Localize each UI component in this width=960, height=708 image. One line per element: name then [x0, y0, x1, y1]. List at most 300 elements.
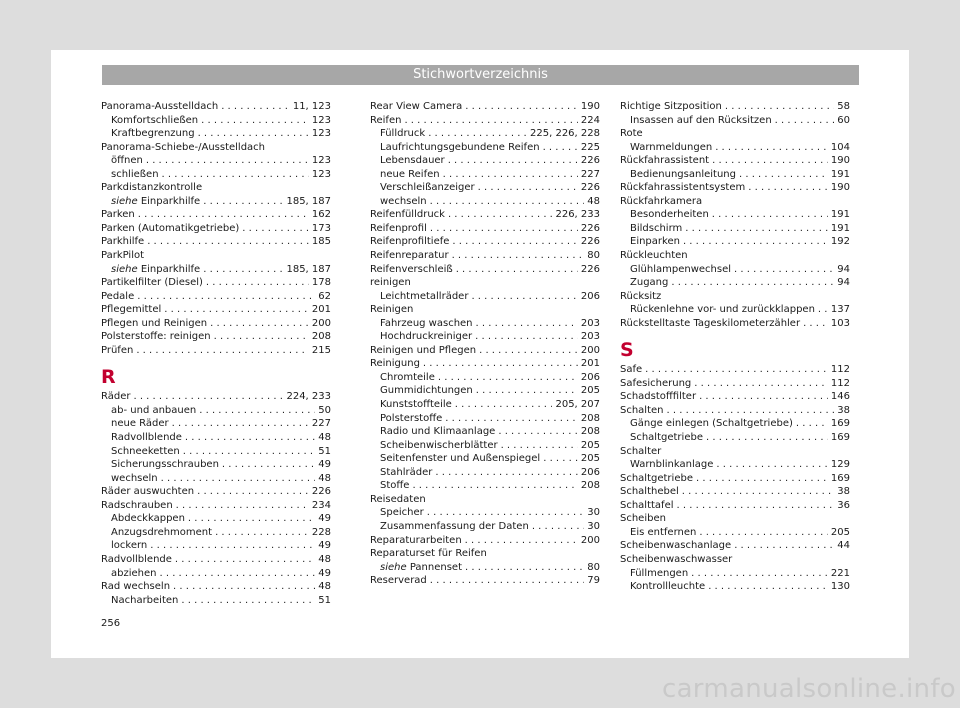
entry-text: Bildschirm [630, 222, 683, 234]
entry-text: Kraftbegrenzung [111, 128, 195, 140]
dot-leader [210, 317, 309, 331]
index-entry [101, 499, 331, 513]
entry-label [620, 181, 745, 195]
entry-text: Reifenprofiltiefe [370, 236, 450, 248]
section-title: Stichwortverzeichnis [413, 67, 548, 82]
dot-leader [172, 417, 309, 431]
entry-text: Safe [620, 364, 643, 376]
entry-label [111, 594, 178, 608]
dot-leader [671, 276, 834, 290]
entry-label [630, 580, 705, 594]
entry-text: Rückfahrassistentsystem [620, 182, 746, 194]
index-column-3 [620, 100, 850, 594]
entry-page: 48 [318, 472, 331, 484]
entry-text: Pannenset [409, 561, 462, 573]
entry-label [380, 452, 540, 466]
entry-page: 226 [580, 155, 600, 167]
entry-text: Rote [620, 128, 643, 140]
entry-text: Reifenfülldruck [370, 209, 445, 221]
dot-leader [162, 168, 309, 182]
entry-page: 169 [830, 418, 850, 430]
entry-page: 226 [311, 486, 331, 498]
index-subentry [620, 276, 850, 290]
index-subentry [370, 154, 600, 168]
entry-label [620, 363, 642, 377]
entry-text: Schadstofffilter [620, 391, 697, 403]
dot-leader [748, 181, 828, 195]
index-entry [370, 574, 600, 588]
entry-label [630, 567, 688, 581]
entry-text: Eis entfernen [630, 526, 697, 538]
see-reference: siehe [380, 561, 407, 573]
dot-leader [435, 466, 578, 480]
index-subentry [101, 458, 331, 472]
entry-page: 190 [830, 155, 850, 167]
index-entry [620, 404, 850, 418]
entry-text: Besonderheiten [630, 209, 709, 221]
dot-leader [146, 154, 309, 168]
entry-label [380, 181, 475, 195]
see-reference: siehe [111, 263, 138, 275]
entry-text: Einparkhilfe [140, 195, 201, 207]
dot-leader [138, 208, 309, 222]
index-subentry [101, 445, 331, 459]
index-subentry [370, 412, 600, 426]
dot-leader [682, 485, 834, 499]
entry-label [101, 235, 144, 249]
entry-page: 48 [587, 195, 600, 207]
entry-label [111, 195, 200, 209]
entry-label [111, 404, 196, 418]
entry-label [620, 154, 709, 168]
dot-leader [150, 539, 315, 553]
entry-text: Zugang [630, 277, 669, 289]
entry-text: Kontrollleuchte [630, 581, 706, 593]
index-subentry [370, 127, 600, 141]
entry-page: 205 [580, 439, 600, 451]
index-entry [370, 263, 600, 277]
index-entry [370, 344, 600, 358]
entry-label [620, 539, 731, 553]
entry-text: Schaltgetriebe [630, 432, 703, 444]
entry-text: Seitenfenster und Außenspiegel [380, 453, 541, 465]
entry-text: Rear View Camera [370, 101, 463, 112]
entry-page: 205, 207 [555, 399, 600, 411]
entry-text: Lebensdauer [380, 155, 445, 167]
index-heading [620, 249, 850, 263]
entry-label [620, 472, 693, 486]
entry-label [111, 445, 180, 459]
entry-page: 94 [837, 277, 850, 289]
dot-leader [696, 472, 828, 486]
index-subentry [101, 195, 331, 209]
entry-label [101, 499, 173, 513]
dot-leader [188, 512, 315, 526]
entry-page: 208 [580, 412, 600, 424]
index-subentry [101, 168, 331, 182]
entry-page: 50 [318, 404, 331, 416]
index-subentry [370, 520, 600, 534]
entry-text: wechseln [380, 195, 427, 207]
entry-page: 208 [311, 331, 331, 343]
index-entry [620, 317, 850, 331]
entry-label [380, 506, 424, 520]
entry-text: öffnen [111, 155, 143, 167]
entry-label [620, 290, 661, 304]
entry-label [111, 431, 182, 445]
dot-leader [706, 431, 828, 445]
dot-leader [176, 499, 309, 513]
entry-text: Warnmeldungen [630, 141, 713, 153]
entry-text: Speicher [380, 507, 424, 519]
entry-text: Reifenprofil [370, 222, 427, 234]
dot-leader [479, 344, 578, 358]
entry-label [630, 431, 703, 445]
entry-text: Einparkhilfe [140, 263, 201, 275]
entry-label [101, 181, 202, 195]
entry-text: Komfortschließen [111, 114, 199, 126]
entry-text: Gänge einlegen (Schaltgetriebe) [630, 418, 793, 430]
dot-leader [796, 417, 828, 431]
entry-label [380, 561, 462, 575]
entry-text: reinigen [370, 277, 411, 289]
entry-page: 38 [837, 404, 850, 416]
entry-page: 48 [318, 553, 331, 565]
entry-text: Radvollblende [101, 553, 172, 565]
entry-page: 201 [311, 304, 331, 316]
entry-page: 130 [830, 581, 850, 593]
entry-page: 123 [311, 155, 331, 167]
entry-page: 146 [830, 391, 850, 403]
dot-leader [818, 303, 828, 317]
entry-text: Scheiben [620, 513, 666, 525]
dot-leader [136, 344, 309, 358]
entry-page: 49 [318, 459, 331, 471]
entry-label [370, 100, 462, 114]
entry-page: 185 [311, 236, 331, 248]
entry-text: Rückfahrassistent [620, 155, 710, 167]
entry-label [111, 127, 195, 141]
entry-label [370, 574, 427, 588]
index-heading [370, 493, 600, 507]
entry-page: 226 [580, 222, 600, 234]
entry-label [380, 127, 425, 141]
index-subentry [370, 195, 600, 209]
entry-text: Prüfen [101, 344, 134, 356]
entry-label [620, 512, 666, 526]
dot-leader [685, 222, 828, 236]
index-entry [101, 235, 331, 249]
entry-label [101, 303, 161, 317]
dot-leader [465, 100, 578, 114]
entry-label [620, 553, 732, 567]
index-subentry [370, 561, 600, 575]
index-subentry [101, 127, 331, 141]
entry-text: Verschleißanzeiger [380, 182, 475, 194]
entry-label [101, 141, 265, 155]
index-heading [620, 195, 850, 209]
entry-text: ab- und anbauen [111, 404, 197, 416]
index-subentry [370, 384, 600, 398]
entry-text: Reinigung [370, 358, 420, 370]
dot-leader [712, 208, 828, 222]
index-subentry [620, 263, 850, 277]
entry-page: 80 [587, 250, 600, 262]
entry-label [111, 114, 198, 128]
dot-leader [199, 404, 315, 418]
entry-label [370, 114, 401, 128]
entry-page: 79 [587, 575, 600, 587]
index-heading [620, 445, 850, 459]
entry-text: neue Räder [111, 418, 169, 430]
entry-label [370, 263, 453, 277]
entry-label [620, 390, 696, 404]
entry-page: 224 [580, 114, 600, 126]
entry-page: 162 [311, 209, 331, 221]
index-heading [620, 553, 850, 567]
entry-label [370, 235, 449, 249]
entry-text: Pflegemittel [101, 304, 162, 316]
entry-label [101, 100, 218, 114]
entry-label [620, 127, 643, 141]
entry-text: Parkhilfe [101, 236, 145, 248]
dot-leader [456, 263, 578, 277]
entry-page: 205 [830, 526, 850, 538]
dot-leader [498, 425, 578, 439]
entry-label [370, 344, 476, 358]
entry-page: 129 [830, 459, 850, 471]
entry-page: 215 [311, 344, 331, 356]
entry-label [111, 526, 212, 540]
entry-page: 173 [311, 222, 331, 234]
index-subentry [370, 141, 600, 155]
dot-leader [455, 398, 553, 412]
index-entry [370, 222, 600, 236]
index-subentry [101, 512, 331, 526]
entry-page: 200 [311, 317, 331, 329]
entry-page: 226 [580, 182, 600, 194]
index-subentry [620, 114, 850, 128]
index-heading [370, 547, 600, 561]
dot-leader [430, 195, 585, 209]
entry-text: ParkPilot [101, 250, 145, 262]
dot-leader [476, 384, 578, 398]
index-entry [101, 553, 331, 567]
index-subentry [370, 425, 600, 439]
index-entry [620, 100, 850, 114]
entry-text: Stoffe [380, 480, 410, 492]
entry-label [630, 222, 682, 236]
index-subentry [620, 580, 850, 594]
dot-leader [699, 390, 828, 404]
entry-page: 103 [830, 317, 850, 329]
dot-leader [734, 263, 834, 277]
entry-label [380, 195, 427, 209]
entry-label [630, 114, 772, 128]
dot-leader [694, 377, 828, 391]
entry-text: Reisedaten [370, 493, 426, 505]
dot-leader [147, 235, 309, 249]
index-subentry [370, 330, 600, 344]
index-subentry [101, 417, 331, 431]
entry-label [620, 100, 722, 114]
index-entry [620, 472, 850, 486]
entry-text: Scheibenwaschwasser [620, 553, 733, 565]
entry-page: 191 [830, 168, 850, 180]
dot-leader [133, 390, 283, 404]
index-subentry [101, 114, 331, 128]
dot-leader [181, 594, 315, 608]
entry-page: 49 [318, 540, 331, 552]
entry-label [370, 547, 487, 561]
entry-page: 30 [587, 507, 600, 519]
dot-leader [164, 303, 309, 317]
entry-text: Reifen [370, 114, 402, 126]
entry-page: 112 [830, 377, 850, 389]
index-subentry [370, 168, 600, 182]
dot-leader [543, 141, 578, 155]
dot-leader [445, 412, 578, 426]
index-subentry [620, 222, 850, 236]
entry-label [370, 222, 427, 236]
index-entry [101, 303, 331, 317]
dot-leader [699, 526, 828, 540]
entry-label [620, 249, 688, 263]
dot-leader [465, 561, 584, 575]
entry-text: Reifenreparatur [370, 250, 449, 262]
entry-label [101, 344, 133, 358]
entry-text: Polsterstoffe: reinigen [101, 331, 211, 343]
dot-leader [683, 235, 828, 249]
dot-leader [215, 526, 309, 540]
entry-page: 227 [580, 168, 600, 180]
index-column-2 [370, 100, 600, 588]
entry-page: 205 [580, 385, 600, 397]
entry-page: 185, 187 [286, 195, 331, 207]
entry-page: 192 [830, 236, 850, 248]
dot-leader [221, 100, 290, 114]
dot-leader [532, 520, 584, 534]
dot-leader [214, 330, 309, 344]
entry-page: 104 [830, 141, 850, 153]
entry-label [380, 371, 435, 385]
index-subentry [370, 398, 600, 412]
entry-page: 234 [311, 499, 331, 511]
entry-page: 48 [318, 432, 331, 444]
entry-text: Räder [101, 391, 131, 403]
entry-page: 228 [311, 526, 331, 538]
entry-text: abziehen [111, 567, 157, 579]
dot-leader [465, 534, 578, 548]
index-subentry [370, 371, 600, 385]
entry-text: Radvollblende [111, 432, 182, 444]
entry-page: 203 [580, 317, 600, 329]
index-entry [370, 357, 600, 371]
dot-leader [203, 263, 283, 277]
dot-leader [691, 567, 828, 581]
dot-leader [427, 506, 585, 520]
entry-label [101, 276, 203, 290]
entry-page: 226 [580, 263, 600, 275]
entry-label [101, 208, 135, 222]
dot-leader [183, 445, 316, 459]
entry-text: Pflegen und Reinigen [101, 317, 208, 329]
entry-page: 178 [311, 277, 331, 289]
entry-label [630, 458, 713, 472]
entry-page: 48 [318, 581, 331, 593]
dot-leader [716, 458, 828, 472]
dot-leader [242, 222, 309, 236]
entry-text: Insassen auf den Rücksitzen [630, 114, 772, 126]
entry-text: Warnblinkanlage [630, 459, 714, 471]
entry-text: Richtige Sitzposition [620, 101, 722, 112]
index-letter-heading: R [101, 366, 116, 389]
entry-label [380, 141, 540, 155]
entry-text: Safesicherung [620, 377, 692, 389]
entry-label [101, 580, 170, 594]
entry-page: 94 [837, 263, 850, 275]
entry-page: 201 [580, 358, 600, 370]
entry-label [630, 303, 815, 317]
index-heading [620, 290, 850, 304]
entry-label [380, 330, 472, 344]
entry-text: schließen [111, 168, 159, 180]
entry-label [101, 330, 211, 344]
entry-label [380, 398, 452, 412]
entry-page: 36 [837, 499, 850, 511]
dot-leader [173, 580, 315, 594]
entry-page: 190 [830, 182, 850, 194]
entry-text: Panorama-Ausstelldach [101, 101, 219, 112]
index-entry [101, 100, 331, 114]
dot-leader [448, 154, 578, 168]
entry-text: wechseln [111, 472, 158, 484]
index-heading [370, 303, 600, 317]
entry-page: 49 [318, 513, 331, 525]
entry-label [630, 168, 736, 182]
dot-leader [725, 100, 834, 114]
dot-leader [734, 539, 834, 553]
entry-label [101, 290, 134, 304]
index-entry [101, 344, 331, 358]
dot-leader [203, 195, 283, 209]
entry-label [620, 445, 661, 459]
entry-text: Parkdistanzkontrolle [101, 182, 203, 194]
entry-text: Reinigen und Pflegen [370, 344, 477, 356]
dot-leader [475, 330, 578, 344]
entry-text: Panorama-Schiebe-/Ausstelldach [101, 141, 266, 153]
entry-text: Hochdruckreiniger [380, 331, 473, 343]
entry-page: 44 [837, 540, 850, 552]
entry-text: Stahlräder [380, 466, 433, 478]
index-heading [101, 181, 331, 195]
index-entry [620, 485, 850, 499]
entry-text: neue Reifen [380, 168, 440, 180]
entry-text: Laufrichtungsgebundene Reifen [380, 141, 540, 153]
index-heading [620, 512, 850, 526]
dot-leader [438, 371, 578, 385]
index-entry [101, 317, 331, 331]
entry-label [630, 208, 709, 222]
entry-text: Rückfahrkamera [620, 195, 703, 207]
index-entry [620, 363, 850, 377]
entry-text: Bedienungsanleitung [630, 168, 736, 180]
entry-page: 30 [587, 520, 600, 532]
entry-text: Schaltgetriebe [620, 472, 693, 484]
entry-page: 224, 233 [286, 391, 331, 403]
entry-label [101, 485, 194, 499]
entry-text: Nacharbeiten [111, 594, 179, 606]
